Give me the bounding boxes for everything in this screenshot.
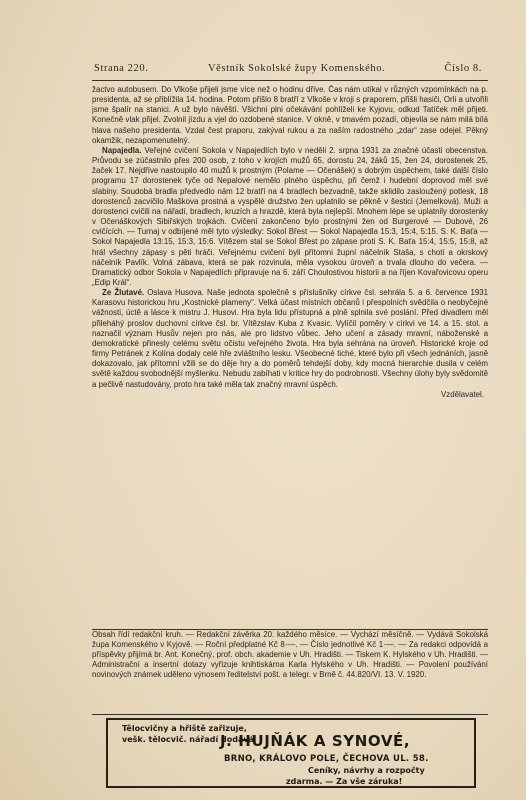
article-body (92, 85, 488, 630)
section-heading-zlutava: Ze Žlutavé. (102, 288, 145, 298)
ad-line-2: vešk. tělocvič. nářadí dodává (122, 735, 254, 744)
page-number: Strana 220. (94, 63, 149, 74)
paragraph-zlutava (92, 288, 488, 390)
ad-line-1: Tělocvičny a hřiště zařizuje, (122, 724, 247, 733)
page-header (92, 60, 488, 81)
ad-address: BRNO, KRÁLOVO POLE, ČECHOVA UL. 58. (224, 754, 429, 764)
ad-line-5: Ceníky, návrhy a rozpočty (308, 766, 425, 775)
section-heading-napajedla: Napajedla. (102, 145, 142, 155)
paragraph-napajedla (92, 146, 488, 288)
issue-number: Číslo 8. (444, 63, 482, 74)
advertisement-box (106, 718, 476, 788)
paragraph-zlutava-text: Oslava Husova. Naše jednota společně s příslušníky církve čsl. sehrála 5. a 6. července 1931 Karasovu historickou hru „Kostnické plameny“. Velká účast místních občanů i přespolních svědčila o neobyčejné vážnosti, úctě a lásce k mistru J. Husovi. Hra byla lidu přístupná a plně splnila své poslání. Před divadlem měl přileháhý proslov duchovní církve čsl. br. Vítězslav Kuba z Kvasic. Vylíčil poměry v církvi ve 14. a 15. stol. a naznačil význam Husův nejen pro nás, ale pro lidstvo vůbec. Jeho učení a zásady mravní, náboženské a demokratické přinesly celému světu očistu veřejného života. Hra byla sehrána na úroveň. Historické kroje od firmy Petránek z Kolína dodaly celé hře zvláštního lesku. Všeobecné tiché, které bylo při všech jednáních, jasně dokazovalo, jak přítomní vžili se do děje hry a do poměrů tehdejší doby, kdy mocná hierarchie dusila v celém světě každou svobodnější myšlenku. Nebudu zabíhati v kritice hry do podrobností. Všechny úlohy byly svědomitě a pečlivě nastudovány, proto hra také měla tak značný mravní úspěch. (92, 288, 488, 389)
paragraph-napajedla-text: Veřejné cvičení Sokola v Napajedlích bylo v neděli 2. srpna 1931 za značné účasti obecenstva. Průvodu se zúčastnilo přes 200 osob, z toho v krojích mužů 65, dorostu 24, žáků 15, žen 24, dorostenek 25, žaček 17. Nejdříve nastoupilo 40 mužů k prostným (Polame — Očenášek) s dobrým úspěchem, také další číslo programu 17 dorostenek tyče od Nepalové nemělo plného úspěchu, při čemž i hudební doprovod měl své slabiny. Soudobá bradla předvedlo nám 12 bratří na 4 bradlech bezvadně, takže sklidilo zasloužený potlesk, 18 dorostenců zacvičilo Maškova prostná a vyspělé družstvo žen uplatnilo se pěkně v šestici (Jemelková). Muži a dorostenci cvičili na nářadí, bradlech, kruzích a hrazdě, která byla nejlepší. Mnohem lépe se uplatnily dorostenky v Očenáškových Sibiřských trojkách. Cvičení zakončeno bylo prostnými žen od Burgerové — Dubové, 26 cvičících. — Turnaj v odbíjené měl tyto výsledky: Sokol Břest — Sokol Napajedla 15:3, 15:4, 5:15. S. K. Baťa — Sokol Napajedla 13:15, 15:3, 15:6. Vítězem stal se Sokol Břest po zápase proti S. K. Baťa 15:4, 15:5, 15:8, až hrál všechny zápasy s pěti hráči. Veřejnému cvičení byli přítomni župní náčelník Staša, s chotí a okrskový náčelník Pavlík. Volná zábava, která se pak rozvinula, měla vysokou úroveň a trvala dlouho do večera. — Dramatický odbor Sokola v Napajedlích připravuje na 6. září Choulostivou historii a na říjen Kovařovicovu operu „Edip Král“. (92, 145, 488, 287)
divider-bottom (92, 714, 488, 715)
ad-firm-name: J. HUJŇÁK A SYNOVÉ, (220, 732, 411, 750)
notice-text: Obsah řídí redakční kruh. — Redakční závěrka 20. každého měsíce. — Vychází měsíčně. — Vydává Sokolská župa Komenského v Kyjově. — Roční předplatné Kč 8·—. — Číslo jednotlivé Kč 1·—. — Za redakci odpovídá a příspěvky přijímá br. Ant. Konečný, prof. obch. akademie v Uh. Hradišti. — Tiskem K. Hylského v Uh. Hradišti. — Administrační a insertní dotazy vyřizuje knihtiskárna Karla Hylského v Uh. Hradišti. — Povolení používání novinových známek uděleno výnosem ředitelství pošt. a telegr. v Brně č. 44.820/VI. 13. V. 1920. (92, 630, 488, 680)
paragraph-vlkos: žactvo autobusem. Do Vlkoše přijeli jsme více než o hodinu dříve. Čas nám utíkal v různých vzpomínkách na p. presidenta, až se přiblížila 14. hodina. Potom přišlo 8 bratří z Vlkoše v kroji s praporem, přišli hasiči, Orli a utvořili jsme špalír na stanici. A už bylo návěští. Všichni plni očekávání pohlíželi ke Kyjovu, odkud Tatíček měl přijeti. Konečně vlak přijel. Zvolnil jízdu a vjel do ozdobené stanice. V okně, v tmavém pozadí, objevila se nám milá bílá hlava našeho presidenta. Vzdal čest praporu, zakýval rukou a za naším radostného „zdar“ zase odejel. Pěkný okamžik, nezapomenutelný. (92, 85, 488, 145)
publication-notice (92, 630, 488, 714)
ad-line-6: zdarma. — Za vše záruka! (286, 777, 403, 786)
signature: Vzdělavatel. (441, 389, 484, 399)
journal-title: Věstník Sokolské župy Komenského. (208, 63, 386, 74)
